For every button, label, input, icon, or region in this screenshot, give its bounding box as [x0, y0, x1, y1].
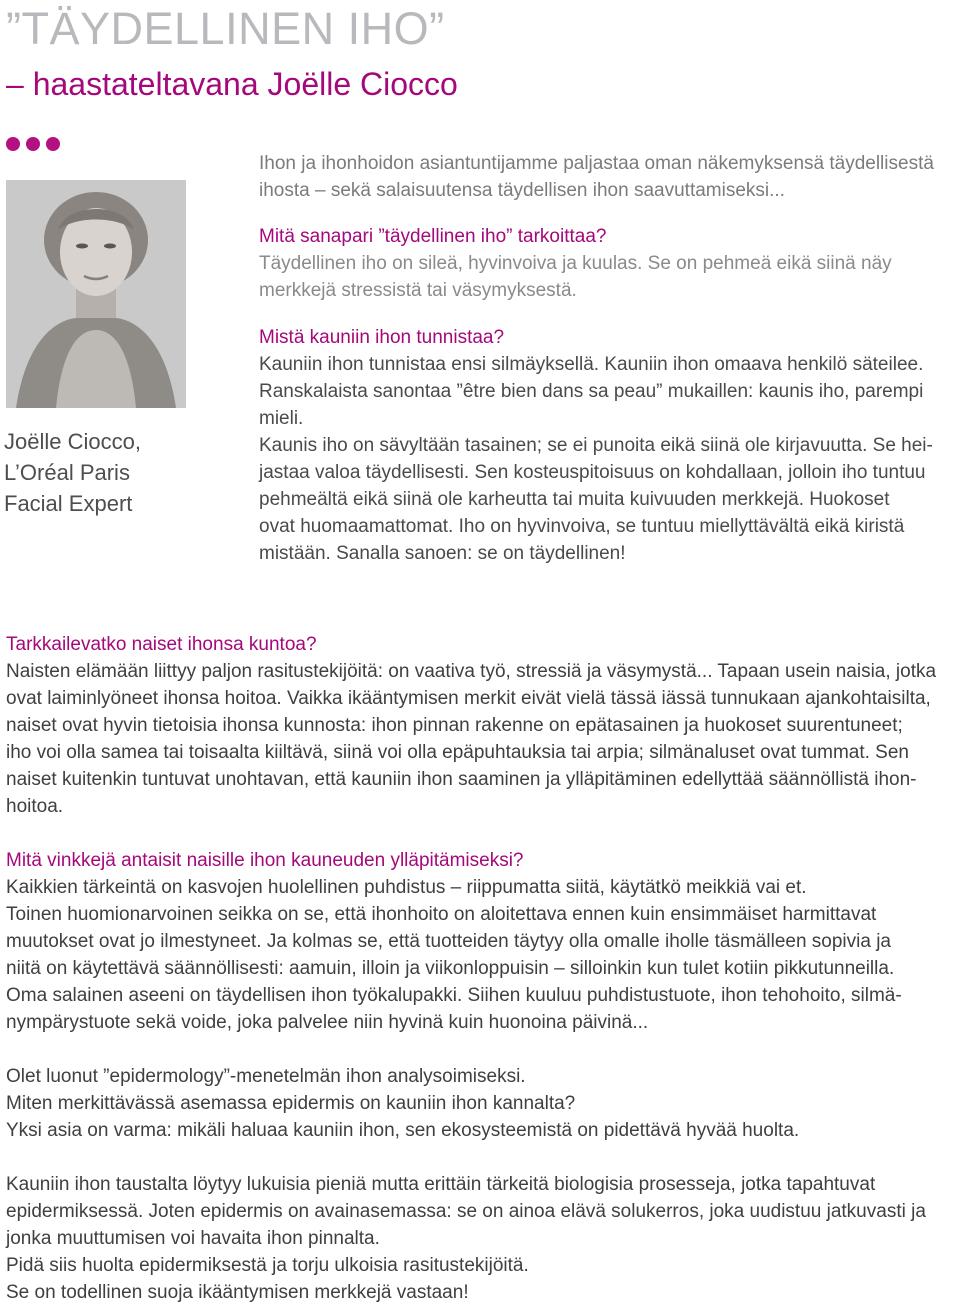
- answer-line: iho voi olla samea tai toisaalta kiiltävä, siinä voi olla epäpuhtauksia tai arpia; silmänaluset ovat tummat. Sen: [6, 742, 909, 763]
- answer-line: mistään. Sanalla sanoen: se on täydellinen!: [259, 543, 626, 564]
- decorative-dots: [6, 134, 66, 154]
- question-heading: Tarkkailevatko naiset ihonsa kuntoa?: [6, 634, 317, 655]
- portrait-caption: [4, 426, 164, 519]
- page-title: ”TÄYDELLINEN IHO”: [6, 3, 445, 54]
- dot-icon: [6, 137, 20, 151]
- qa-block: [259, 223, 959, 304]
- answer-line: ovat huomaamattomat. Iho on hyvinvoiva, se tuntuu miellyttävältä eikä kiristä: [259, 516, 905, 537]
- qa-block: [259, 324, 959, 567]
- answer-line: nympärystuote sekä voide, joka palvelee niin hyvinä kuin huonoina päivinä...: [6, 1012, 649, 1033]
- question-heading: Mitä vinkkejä antaisit naisille ihon kauneuden ylläpitämiseksi?: [6, 850, 524, 871]
- body-column: [6, 631, 958, 1306]
- paragraph: [6, 1063, 958, 1144]
- answer-line: merkkejä stressistä tai väsymyksestä.: [259, 280, 577, 301]
- answer-line: Ranskalaista sanontaa ”être bien dans sa peau” mukaillen: kaunis iho, parempi: [259, 381, 924, 402]
- qa-block: [6, 631, 958, 820]
- dot-icon: [26, 137, 40, 151]
- paragraph: [6, 1171, 958, 1306]
- answer-line: naiset kuitenkin tuntuvat unohtavan, että kauniin ihon saaminen ja ylläpitäminen edellyttää säännöllistä ihon-: [6, 769, 917, 790]
- answer-line: niitä on käytettävä säännöllisesti: aamuin, illoin ja viikonloppuisin – silloinkin kun tulet kotiin pikkutunneilla.: [6, 958, 895, 979]
- paragraph-line: epidermiksessä. Joten epidermis on avainasemassa: se on ainoa elävä solukerros, joka uudistuu jatkuvasti ja: [6, 1201, 926, 1222]
- portrait-photo: [6, 180, 186, 408]
- qa-block: [6, 847, 958, 1036]
- paragraph-line: Se on todellinen suoja ikääntymisen merkkejä vastaan!: [6, 1282, 469, 1303]
- answer-line: mieli.: [259, 408, 304, 429]
- answer-line: muutokset ovat jo ilmestyneet. Ja kolmas se, että tuotteiden täytyy olla omalle iholle täsmälleen sopivia ja: [6, 931, 892, 952]
- caption-line: L’Oréal Paris: [4, 460, 130, 485]
- paragraph-line: Kauniin ihon taustalta löytyy lukuisia pieniä mutta erittäin tärkeitä biologisia prosesseja, jotka tapahtuvat: [6, 1174, 876, 1195]
- intro-line: ihosta – sekä salaisuutensa täydellisen ihon saavuttamiseksi...: [259, 180, 785, 201]
- answer-line: Naisten elämään liittyy paljon rasitustekijöitä: on vaativa työ, stressiä ja väsymystä... Tapaan usein naisia, jotka: [6, 661, 937, 682]
- answer-line: Toinen huomionarvoinen seikka on se, että ihonhoito on aloitettava ennen kuin ensimmäiset harmittavat: [6, 904, 877, 925]
- answer-line: hoitoa.: [6, 796, 64, 817]
- answer-line: Kauniin ihon tunnistaa ensi silmäyksellä. Kauniin ihon omaava henkilö säteilee.: [259, 354, 924, 375]
- answer-line: jastaa valoa täydellisesti. Sen kosteuspitoisuus on kohdallaan, jolloin iho tuntuu: [259, 462, 926, 483]
- answer-line: Kaikkien tärkeintä on kasvojen huolellinen puhdistus – riippumatta siitä, käytätkö meikkiä vai et.: [6, 877, 807, 898]
- answer-line: Oma salainen aseeni on täydellisen ihon työkalupakki. Siihen kuuluu puhdistustuote, ihon tehohoito, silmä-: [6, 985, 902, 1006]
- intro-line: Ihon ja ihonhoidon asiantuntijamme paljastaa oman näkemyksensä täydellisestä: [259, 153, 934, 174]
- answer-line: Täydellinen iho on sileä, hyvinvoiva ja kuulas. Se on pehmeä eikä siinä näy: [259, 253, 892, 274]
- answer-line: ovat laiminlyöneet ihonsa hoitoa. Vaikka ikääntymisen merkit eivät vielä tässä iässä tunnukaan ajankohtaisilta,: [6, 688, 931, 709]
- answer-line: pehmeältä eikä siinä ole karheutta tai muita kuivuuden merkkejä. Huokoset: [259, 489, 890, 510]
- intro-column: [259, 150, 959, 567]
- paragraph-line: Olet luonut ”epidermology”-menetelmän ihon analysoimiseksi.: [6, 1066, 526, 1087]
- intro-paragraph: [259, 150, 959, 204]
- question-heading: Mistä kauniin ihon tunnistaa?: [259, 327, 505, 348]
- dot-icon: [46, 137, 60, 151]
- answer-line: Kaunis iho on sävyltään tasainen; se ei punoita eikä siinä ole kirjavuutta. Se hei-: [259, 435, 933, 456]
- paragraph-line: jonka muuttumisen voi havaita ihon pinnalta.: [6, 1228, 380, 1249]
- paragraph-line: Miten merkittävässä asemassa epidermis on kauniin ihon kannalta?: [6, 1093, 576, 1114]
- caption-line: Joëlle Ciocco,: [4, 429, 141, 454]
- page-subtitle: – haastateltavana Joëlle Ciocco: [6, 66, 458, 102]
- paragraph-line: Pidä siis huolta epidermiksestä ja torju ulkoisia rasitustekijöitä.: [6, 1255, 529, 1276]
- question-heading: Mitä sanapari ”täydellinen iho” tarkoittaa?: [259, 226, 607, 247]
- paragraph-line: Yksi asia on varma: mikäli haluaa kauniin ihon, sen ekosysteemistä on pidettävä hyvää huolta.: [6, 1120, 800, 1141]
- caption-line: Facial Expert: [4, 491, 133, 516]
- answer-line: naiset ovat hyvin tietoisia ihonsa kunnosta: ihon pinnan rakenne on epätasainen ja huokoset suurentuneet;: [6, 715, 903, 736]
